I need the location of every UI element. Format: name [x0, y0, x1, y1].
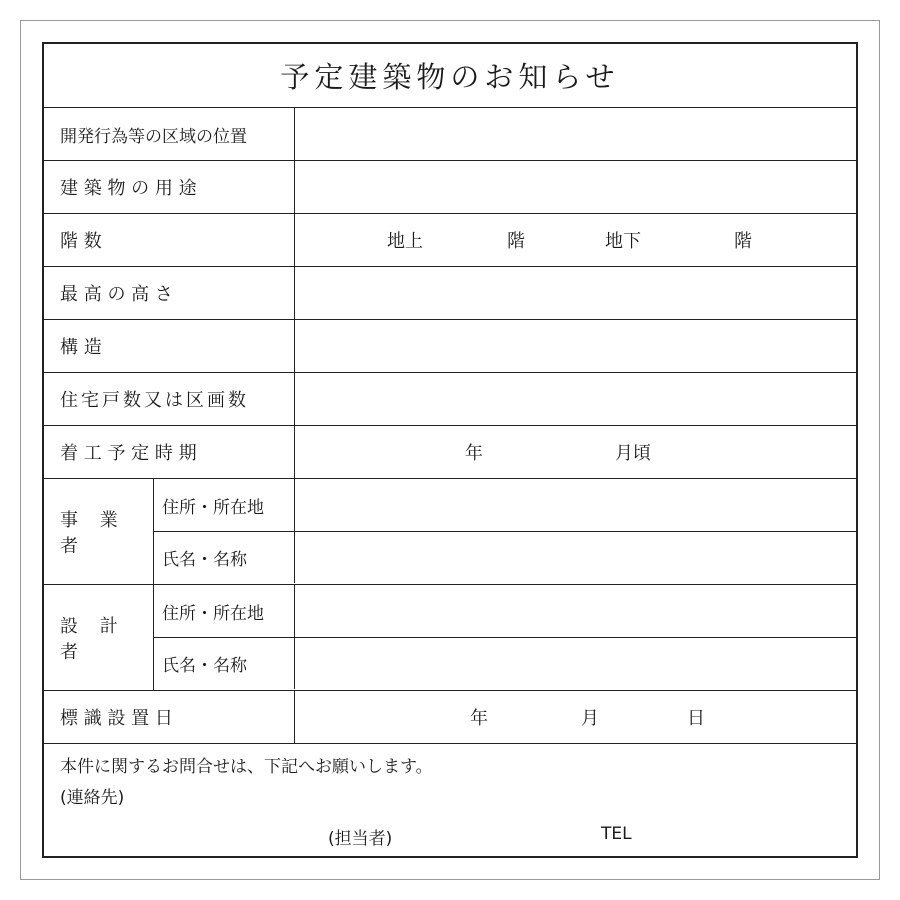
use-label: 建 築 物 の 用 途	[44, 161, 295, 213]
floors-above-unit: 階	[507, 231, 525, 252]
business-name-row	[154, 532, 856, 583]
sign-year-unit: 年	[470, 708, 488, 729]
start-year-unit: 年	[465, 443, 483, 464]
start-month-unit: 月頃	[615, 443, 651, 464]
use-value	[295, 161, 856, 213]
group-business	[44, 479, 856, 585]
row-floors	[44, 214, 856, 267]
business-address-label: 住所・所在地	[154, 479, 295, 531]
row-units	[44, 373, 856, 426]
floors-value	[295, 214, 856, 266]
business-address-row	[154, 479, 856, 532]
row-structure	[44, 320, 856, 373]
board-title: 予定建築物のお知らせ	[44, 44, 856, 108]
row-sign-date	[44, 691, 856, 744]
designer-address-row	[154, 585, 856, 638]
location-label: 開発行為等の区域の位置	[44, 108, 295, 160]
floors-below-label: 地下	[605, 231, 641, 252]
units-value	[295, 373, 856, 425]
location-value	[295, 108, 856, 160]
business-name-label: 氏名・名称	[154, 532, 295, 583]
floors-below-unit: 階	[734, 231, 752, 252]
tel-label: TEL	[601, 824, 632, 844]
business-label: 事 業 者	[44, 479, 154, 584]
person-label: (担当者)	[328, 829, 393, 849]
notice-text: 本件に関するお問合せは、下記へお願いします。	[60, 757, 433, 777]
max-height-value	[295, 267, 856, 319]
sign-date-label: 標 識 設 置 日	[44, 691, 295, 743]
row-use	[44, 161, 856, 214]
row-location	[44, 108, 856, 161]
notice-board	[42, 42, 858, 858]
row-start	[44, 426, 856, 479]
designer-name-label: 氏名・名称	[154, 638, 295, 689]
sign-date-value	[295, 691, 856, 743]
contact-notice	[44, 741, 856, 856]
units-label: 住宅戸数又は区画数	[44, 373, 295, 425]
sign-month-unit: 月	[581, 708, 599, 729]
designer-label: 設 計 者	[44, 585, 154, 690]
floors-above-label: 地上	[387, 231, 423, 252]
structure-label: 構 造	[44, 320, 295, 372]
sign-day-unit: 日	[687, 708, 705, 729]
row-max-height	[44, 267, 856, 320]
max-height-label: 最 高 の 高 さ	[44, 267, 295, 319]
structure-value	[295, 320, 856, 372]
start-value	[295, 426, 856, 478]
floors-label: 階 数	[44, 214, 295, 266]
designer-address-label: 住所・所在地	[154, 585, 295, 637]
group-designer	[44, 585, 856, 691]
start-label: 着 工 予 定 時 期	[44, 426, 295, 478]
contact-label: (連絡先)	[60, 788, 125, 808]
designer-name-row	[154, 638, 856, 689]
